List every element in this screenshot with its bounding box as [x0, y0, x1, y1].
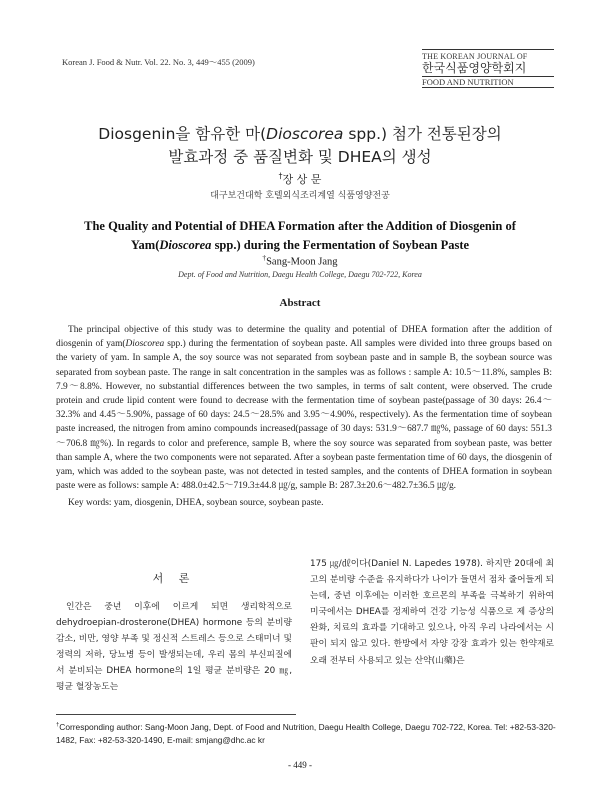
korean-title-text: Diosgenin을 함유한 마( [98, 125, 267, 143]
journal-name-ko: 한국식품영양학회지 [422, 61, 527, 75]
journal-subtitle: FOOD AND NUTRITION [422, 77, 514, 87]
korean-affiliation: 대구보건대학 호텔외식조리계열 식품영양전공 [210, 191, 390, 201]
journal-rule-bottom [422, 87, 554, 88]
abstract-italic: Dioscorea [125, 339, 165, 350]
english-title [40, 217, 560, 255]
english-title-text: Yam( [130, 238, 160, 252]
abstract-paragraph [56, 323, 552, 493]
keywords: Key words: yam, diosgenin, DHEA, soybean source, soybean paste. [68, 498, 324, 508]
footnote-divider [56, 714, 296, 715]
english-affiliation: Dept. of Food and Nutrition, Daegu Health College, Daegu 702-722, Korea [178, 270, 422, 279]
right-column [310, 556, 554, 669]
journal-name-en: THE KOREAN JOURNAL OF [422, 52, 528, 61]
abstract-body [56, 323, 552, 493]
journal-badge [422, 49, 554, 88]
intro-left-text: 인간은 중년 이후에 이르게 되면 생리학적으로 dehydroepian-drosterone(DHEA) hormone 등의 분비량 감소, 비만, 영양 부족 및 정신적 스트레스 등으로 스태미너 및 정력의 저하, 당뇨병 등이 발생되는데, 우리 몸의 부신피질에서 분비되는 DHEA hormone의 1일 평균 분비량은 20 ㎎, 평균 혈장농도는 [56, 602, 292, 693]
korean-title-italic: Dioscorea [266, 125, 344, 143]
citation-header: Korean J. Food & Nutr. Vol. 22. No. 3, 449～455 (2009) [62, 57, 255, 67]
abstract-text: spp.) during the fermentation of soybean paste. All samples were divided into three groups based on the variety of yam. In sample A, the soy source was not separated from soybean paste and in sample B, the soybean source was separated from soybean paste. The range in salt concentration in the samples was as follows : sample A: 10.5～11.8%, samples B: 7.9～8.8%. However, no substantial differences between the two samples, in terms of salt content, were observed. The crude protein and crude lipid content were found to decrease with the fermentation time of soybean paste(passage of 30 days: 26.4～32.3% and 4.45～5.90%, passage of 60 days: 24.5～28.5% and 3.95～4.90%, respectively). As the fermentation time of soybean paste increased, the nitrogen from amino compounds increased(passage of 30 days: 531.9～687.7 ㎎%, passage of 60 days: 551.3～706.8 ㎎%). In regards to color and preference, sample B, where the soy source was separated from soybean paste, was better than sample A, where the two components were not separated. After a soybean paste fermentation time of 60 days, the diosgenin of yam, which was added to the soybean paste, was not detected in tested samples, and the contents of DHEA formation in soybean paste were as follows: sample A: 488.0±42.5～719.3±44.8 ㎍/g, sample B: 287.3±20.6～482.7±36.5 ㎍/g. [56, 339, 552, 492]
author-name: Sang-Moon Jang [266, 256, 338, 268]
korean-author [0, 171, 600, 187]
journal-rule-top [422, 49, 554, 50]
footnote-mark: † [56, 722, 60, 728]
english-title-text: spp.) during the Fermentation of Soybean Paste [211, 238, 470, 252]
english-author [0, 253, 600, 268]
footnote [56, 719, 556, 747]
english-title-italic: Dioscorea [159, 238, 212, 252]
korean-title-line2: 발효과정 중 품질변화 및 DHEA의 생성 [168, 148, 432, 166]
author-mark: † [278, 171, 283, 181]
footnote-text: Corresponding author: Sang-Moon Jang, Dept. of Food and Nutrition, Daegu Health College, Daegu 702-722, Korea. Tel: +82-53-320-1482, Fax: +82-53-320-1490, E-mail: smjang@dhc.ac kr [56, 721, 556, 745]
left-column [56, 570, 292, 696]
page-number: - 449 - [288, 760, 312, 770]
korean-title-line1 [40, 122, 560, 144]
intro-right-text: 175 ㎍/㎗이다(Daniel N. Lapedes 1978). 하지만 20대에 최고의 분비량 수준을 유지하다가 나이가 들면서 점차 줄어들게 되는데, 중년 이후에는 이러한 호르몬의 부족을 극복하기 위하여 미국에서는 DHEA를 정제하여 건강 기능성 식품으로 제 증상의 완화, 치료의 효과를 기대하고 있으나, 아직 우리 나라에서는 시판이 되지 않고 있다. 한방에서 자양 강장 효과가 있는 한약재로 오래 전부터 사용되고 있는 산약(山藥)은 [310, 559, 554, 666]
abstract-heading: Abstract [279, 297, 321, 309]
author-name: 장 상 문 [282, 173, 322, 186]
section-heading-intro: 서 론 [152, 572, 196, 585]
author-mark: † [262, 253, 267, 262]
abstract-text: The principal objective of this study was to determine the quality and potential of DHEA formation after the addition of diosgenin of yam( [56, 325, 552, 350]
english-title-line1: The Quality and Potential of DHEA Formation after the Addition of Diosgenin of [84, 219, 516, 233]
korean-title-text: spp.) 첨가 전통된장의 [343, 125, 502, 143]
